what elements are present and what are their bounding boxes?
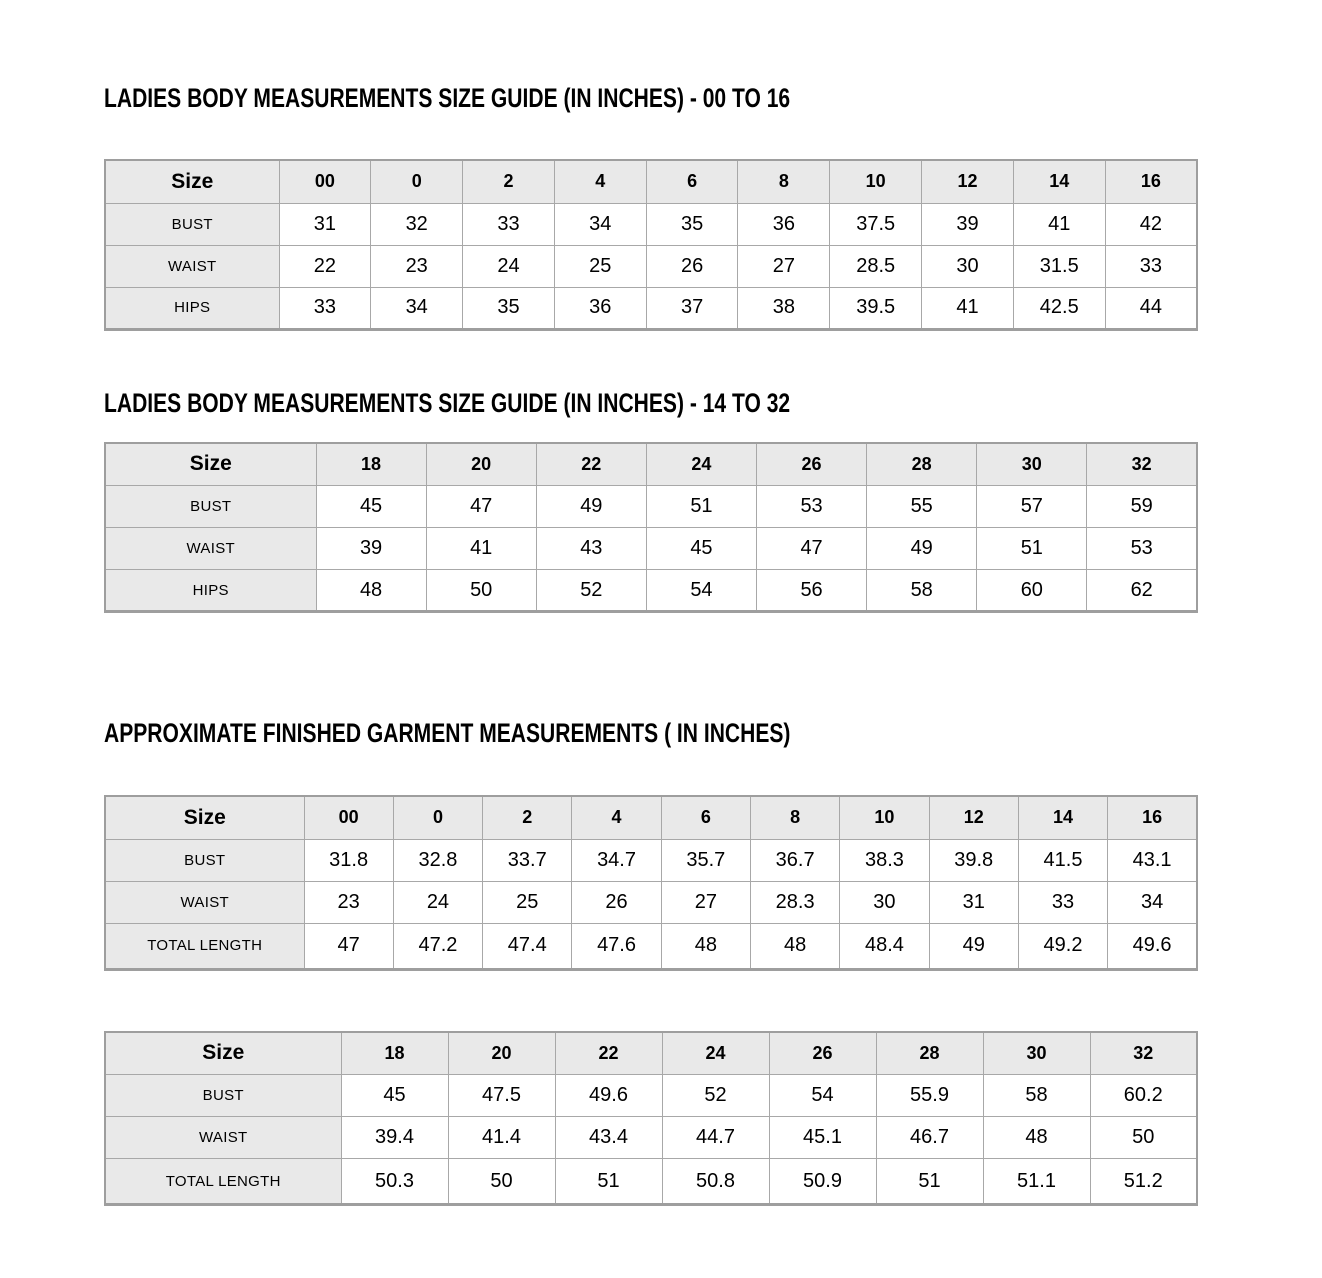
size-column-header: 28	[876, 1032, 983, 1075]
measurement-value-cell: 51	[876, 1159, 983, 1205]
size-column-header: 24	[662, 1032, 769, 1075]
size-column-header: 8	[750, 796, 839, 839]
size-column-header: 8	[738, 160, 830, 203]
measurement-value-cell: 47.4	[483, 923, 572, 969]
size-column-header: 22	[555, 1032, 662, 1075]
size-column-header: 30	[977, 443, 1087, 486]
size-column-header: 2	[483, 796, 572, 839]
measurement-row	[105, 839, 1197, 881]
measurement-value-cell: 34	[1108, 881, 1197, 923]
measurement-row	[105, 1075, 1197, 1117]
measurement-value-cell: 23	[304, 881, 393, 923]
size-column-header: 00	[304, 796, 393, 839]
measurement-row	[105, 570, 1197, 612]
measurement-row-label: BUST	[105, 1075, 341, 1117]
size-column-header: 20	[448, 1032, 555, 1075]
measurement-value-cell: 25	[554, 245, 646, 287]
measurement-value-cell: 47	[426, 486, 536, 528]
measurement-value-cell: 48	[750, 923, 839, 969]
measurement-value-cell: 41	[1013, 203, 1105, 245]
size-column-header: 00	[279, 160, 371, 203]
measurement-row	[105, 1159, 1197, 1205]
size-column-header: 10	[830, 160, 922, 203]
measurement-value-cell: 34	[554, 203, 646, 245]
measurement-value-cell: 54	[646, 570, 756, 612]
measurement-value-cell: 41	[922, 287, 1014, 329]
measurement-value-cell: 36.7	[750, 839, 839, 881]
measurement-value-cell: 28.3	[750, 881, 839, 923]
measurement-row-label: WAIST	[105, 528, 316, 570]
measurement-value-cell: 33	[463, 203, 555, 245]
measurement-row-label: HIPS	[105, 570, 316, 612]
size-corner-header: Size	[105, 1032, 341, 1075]
size-column-header: 12	[929, 796, 1018, 839]
size-column-header: 30	[983, 1032, 1090, 1075]
measurement-value-cell: 39.5	[830, 287, 922, 329]
measurement-value-cell: 52	[662, 1075, 769, 1117]
section-title-body-measurements-14-32: LADIES BODY MEASUREMENTS SIZE GUIDE (IN INCHES) - 14 TO 32	[104, 387, 791, 418]
table-header-row	[105, 1032, 1197, 1075]
measurement-value-cell: 43	[536, 528, 646, 570]
size-column-header: 6	[661, 796, 750, 839]
measurement-row	[105, 881, 1197, 923]
measurement-value-cell: 43.1	[1108, 839, 1197, 881]
measurement-value-cell: 31.5	[1013, 245, 1105, 287]
size-column-header: 10	[840, 796, 929, 839]
measurement-value-cell: 60.2	[1090, 1075, 1197, 1117]
measurement-value-cell: 33.7	[483, 839, 572, 881]
size-column-header: 22	[536, 443, 646, 486]
measurement-value-cell: 51.2	[1090, 1159, 1197, 1205]
measurement-value-cell: 33	[279, 287, 371, 329]
measurement-value-cell: 48.4	[840, 923, 929, 969]
measurement-value-cell: 42	[1105, 203, 1197, 245]
section-title-finished-garment-measurements: APPROXIMATE FINISHED GARMENT MEASUREMENTS ( IN INCHES)	[104, 718, 791, 748]
measurement-value-cell: 49.6	[555, 1075, 662, 1117]
measurement-value-cell: 38	[738, 287, 830, 329]
measurement-row	[105, 245, 1197, 287]
measurement-value-cell: 36	[738, 203, 830, 245]
size-column-header: 16	[1105, 160, 1197, 203]
measurement-row	[105, 923, 1197, 969]
size-corner-header: Size	[105, 443, 316, 486]
measurement-row-label: BUST	[105, 839, 304, 881]
measurement-value-cell: 50	[448, 1159, 555, 1205]
measurement-value-cell: 33	[1018, 881, 1107, 923]
measurement-value-cell: 31	[929, 881, 1018, 923]
measurement-value-cell: 51	[977, 528, 1087, 570]
size-column-header: 4	[572, 796, 661, 839]
measurement-value-cell: 49.6	[1108, 923, 1197, 969]
measurement-value-cell: 39	[922, 203, 1014, 245]
measurement-value-cell: 55	[867, 486, 977, 528]
measurement-value-cell: 42.5	[1013, 287, 1105, 329]
measurement-row-label: WAIST	[105, 245, 279, 287]
measurement-value-cell: 39	[316, 528, 426, 570]
measurement-value-cell: 50.9	[769, 1159, 876, 1205]
size-column-header: 14	[1018, 796, 1107, 839]
measurement-value-cell: 49	[867, 528, 977, 570]
measurement-value-cell: 24	[393, 881, 482, 923]
measurement-row	[105, 203, 1197, 245]
measurement-value-cell: 55.9	[876, 1075, 983, 1117]
measurement-value-cell: 50.8	[662, 1159, 769, 1205]
measurement-value-cell: 32	[371, 203, 463, 245]
measurement-value-cell: 24	[463, 245, 555, 287]
measurement-value-cell: 35	[463, 287, 555, 329]
measurement-value-cell: 45.1	[769, 1117, 876, 1159]
measurement-value-cell: 60	[977, 570, 1087, 612]
measurement-row	[105, 1117, 1197, 1159]
measurement-value-cell: 47.2	[393, 923, 482, 969]
measurement-value-cell: 39.8	[929, 839, 1018, 881]
measurement-value-cell: 49	[929, 923, 1018, 969]
measurement-value-cell: 50.3	[341, 1159, 448, 1205]
measurement-value-cell: 51.1	[983, 1159, 1090, 1205]
measurement-value-cell: 45	[316, 486, 426, 528]
measurement-value-cell: 48	[316, 570, 426, 612]
size-column-header: 14	[1013, 160, 1105, 203]
size-column-header: 0	[371, 160, 463, 203]
section-body-measurements-14-32	[104, 389, 1322, 614]
measurement-value-cell: 48	[983, 1117, 1090, 1159]
measurement-value-cell: 47	[304, 923, 393, 969]
measurement-value-cell: 22	[279, 245, 371, 287]
measurement-value-cell: 35.7	[661, 839, 750, 881]
measurement-value-cell: 34	[371, 287, 463, 329]
section-body-measurements-00-16	[104, 84, 1322, 331]
measurement-value-cell: 23	[371, 245, 463, 287]
measurement-row-label: BUST	[105, 203, 279, 245]
measurement-value-cell: 26	[572, 881, 661, 923]
garment-measurements-table-00-16	[104, 795, 1198, 971]
measurement-value-cell: 30	[922, 245, 1014, 287]
measurement-value-cell: 53	[1087, 528, 1197, 570]
measurement-value-cell: 49	[536, 486, 646, 528]
garment-measurements-table-18-32	[104, 1031, 1198, 1207]
measurement-value-cell: 41.4	[448, 1117, 555, 1159]
measurement-value-cell: 31	[279, 203, 371, 245]
measurement-value-cell: 50	[1090, 1117, 1197, 1159]
size-column-header: 28	[867, 443, 977, 486]
measurement-value-cell: 52	[536, 570, 646, 612]
size-column-header: 18	[341, 1032, 448, 1075]
measurement-value-cell: 27	[661, 881, 750, 923]
size-column-header: 32	[1090, 1032, 1197, 1075]
measurement-value-cell: 45	[646, 528, 756, 570]
measurement-value-cell: 39.4	[341, 1117, 448, 1159]
measurement-row-label: TOTAL LENGTH	[105, 1159, 341, 1205]
measurement-value-cell: 47	[757, 528, 867, 570]
size-column-header: 12	[922, 160, 1014, 203]
size-column-header: 18	[316, 443, 426, 486]
measurement-value-cell: 54	[769, 1075, 876, 1117]
measurement-value-cell: 48	[661, 923, 750, 969]
measurement-value-cell: 36	[554, 287, 646, 329]
measurement-value-cell: 58	[867, 570, 977, 612]
measurement-value-cell: 25	[483, 881, 572, 923]
table-header-row	[105, 796, 1197, 839]
section-title-body-measurements-00-16: LADIES BODY MEASUREMENTS SIZE GUIDE (IN INCHES) - 00 TO 16	[104, 83, 791, 113]
size-column-header: 32	[1087, 443, 1197, 486]
measurement-row	[105, 486, 1197, 528]
measurement-value-cell: 38.3	[840, 839, 929, 881]
measurement-value-cell: 28.5	[830, 245, 922, 287]
measurement-value-cell: 30	[840, 881, 929, 923]
measurement-value-cell: 43.4	[555, 1117, 662, 1159]
measurement-value-cell: 41.5	[1018, 839, 1107, 881]
measurement-row-label: WAIST	[105, 1117, 341, 1159]
size-corner-header: Size	[105, 160, 279, 203]
size-column-header: 6	[646, 160, 738, 203]
measurement-value-cell: 35	[646, 203, 738, 245]
measurement-value-cell: 32.8	[393, 839, 482, 881]
measurement-value-cell: 31.8	[304, 839, 393, 881]
measurement-value-cell: 41	[426, 528, 536, 570]
measurement-row-label: TOTAL LENGTH	[105, 923, 304, 969]
measurement-value-cell: 44.7	[662, 1117, 769, 1159]
measurement-value-cell: 56	[757, 570, 867, 612]
measurement-value-cell: 37	[646, 287, 738, 329]
size-column-header: 26	[769, 1032, 876, 1075]
size-column-header: 24	[646, 443, 756, 486]
size-column-header: 4	[554, 160, 646, 203]
section-finished-garment-measurements	[104, 719, 1322, 1206]
size-column-header: 2	[463, 160, 555, 203]
measurement-value-cell: 37.5	[830, 203, 922, 245]
measurement-value-cell: 50	[426, 570, 536, 612]
measurement-value-cell: 47.6	[572, 923, 661, 969]
table-header-row	[105, 160, 1197, 203]
measurement-value-cell: 47.5	[448, 1075, 555, 1117]
measurement-value-cell: 51	[646, 486, 756, 528]
measurement-value-cell: 53	[757, 486, 867, 528]
measurement-row	[105, 287, 1197, 329]
measurement-value-cell: 57	[977, 486, 1087, 528]
size-corner-header: Size	[105, 796, 304, 839]
size-column-header: 20	[426, 443, 536, 486]
size-column-header: 0	[393, 796, 482, 839]
measurement-value-cell: 46.7	[876, 1117, 983, 1159]
measurement-value-cell: 27	[738, 245, 830, 287]
measurement-row	[105, 528, 1197, 570]
measurement-value-cell: 59	[1087, 486, 1197, 528]
body-measurements-table-00-16	[104, 159, 1198, 331]
measurement-value-cell: 49.2	[1018, 923, 1107, 969]
table-header-row	[105, 443, 1197, 486]
measurement-row-label: BUST	[105, 486, 316, 528]
measurement-value-cell: 58	[983, 1075, 1090, 1117]
size-column-header: 16	[1108, 796, 1197, 839]
body-measurements-table-18-32	[104, 442, 1198, 614]
measurement-value-cell: 44	[1105, 287, 1197, 329]
measurement-value-cell: 34.7	[572, 839, 661, 881]
measurement-value-cell: 62	[1087, 570, 1197, 612]
measurement-value-cell: 26	[646, 245, 738, 287]
measurement-row-label: WAIST	[105, 881, 304, 923]
measurement-value-cell: 51	[555, 1159, 662, 1205]
measurement-value-cell: 33	[1105, 245, 1197, 287]
size-column-header: 26	[757, 443, 867, 486]
measurement-row-label: HIPS	[105, 287, 279, 329]
measurement-value-cell: 45	[341, 1075, 448, 1117]
